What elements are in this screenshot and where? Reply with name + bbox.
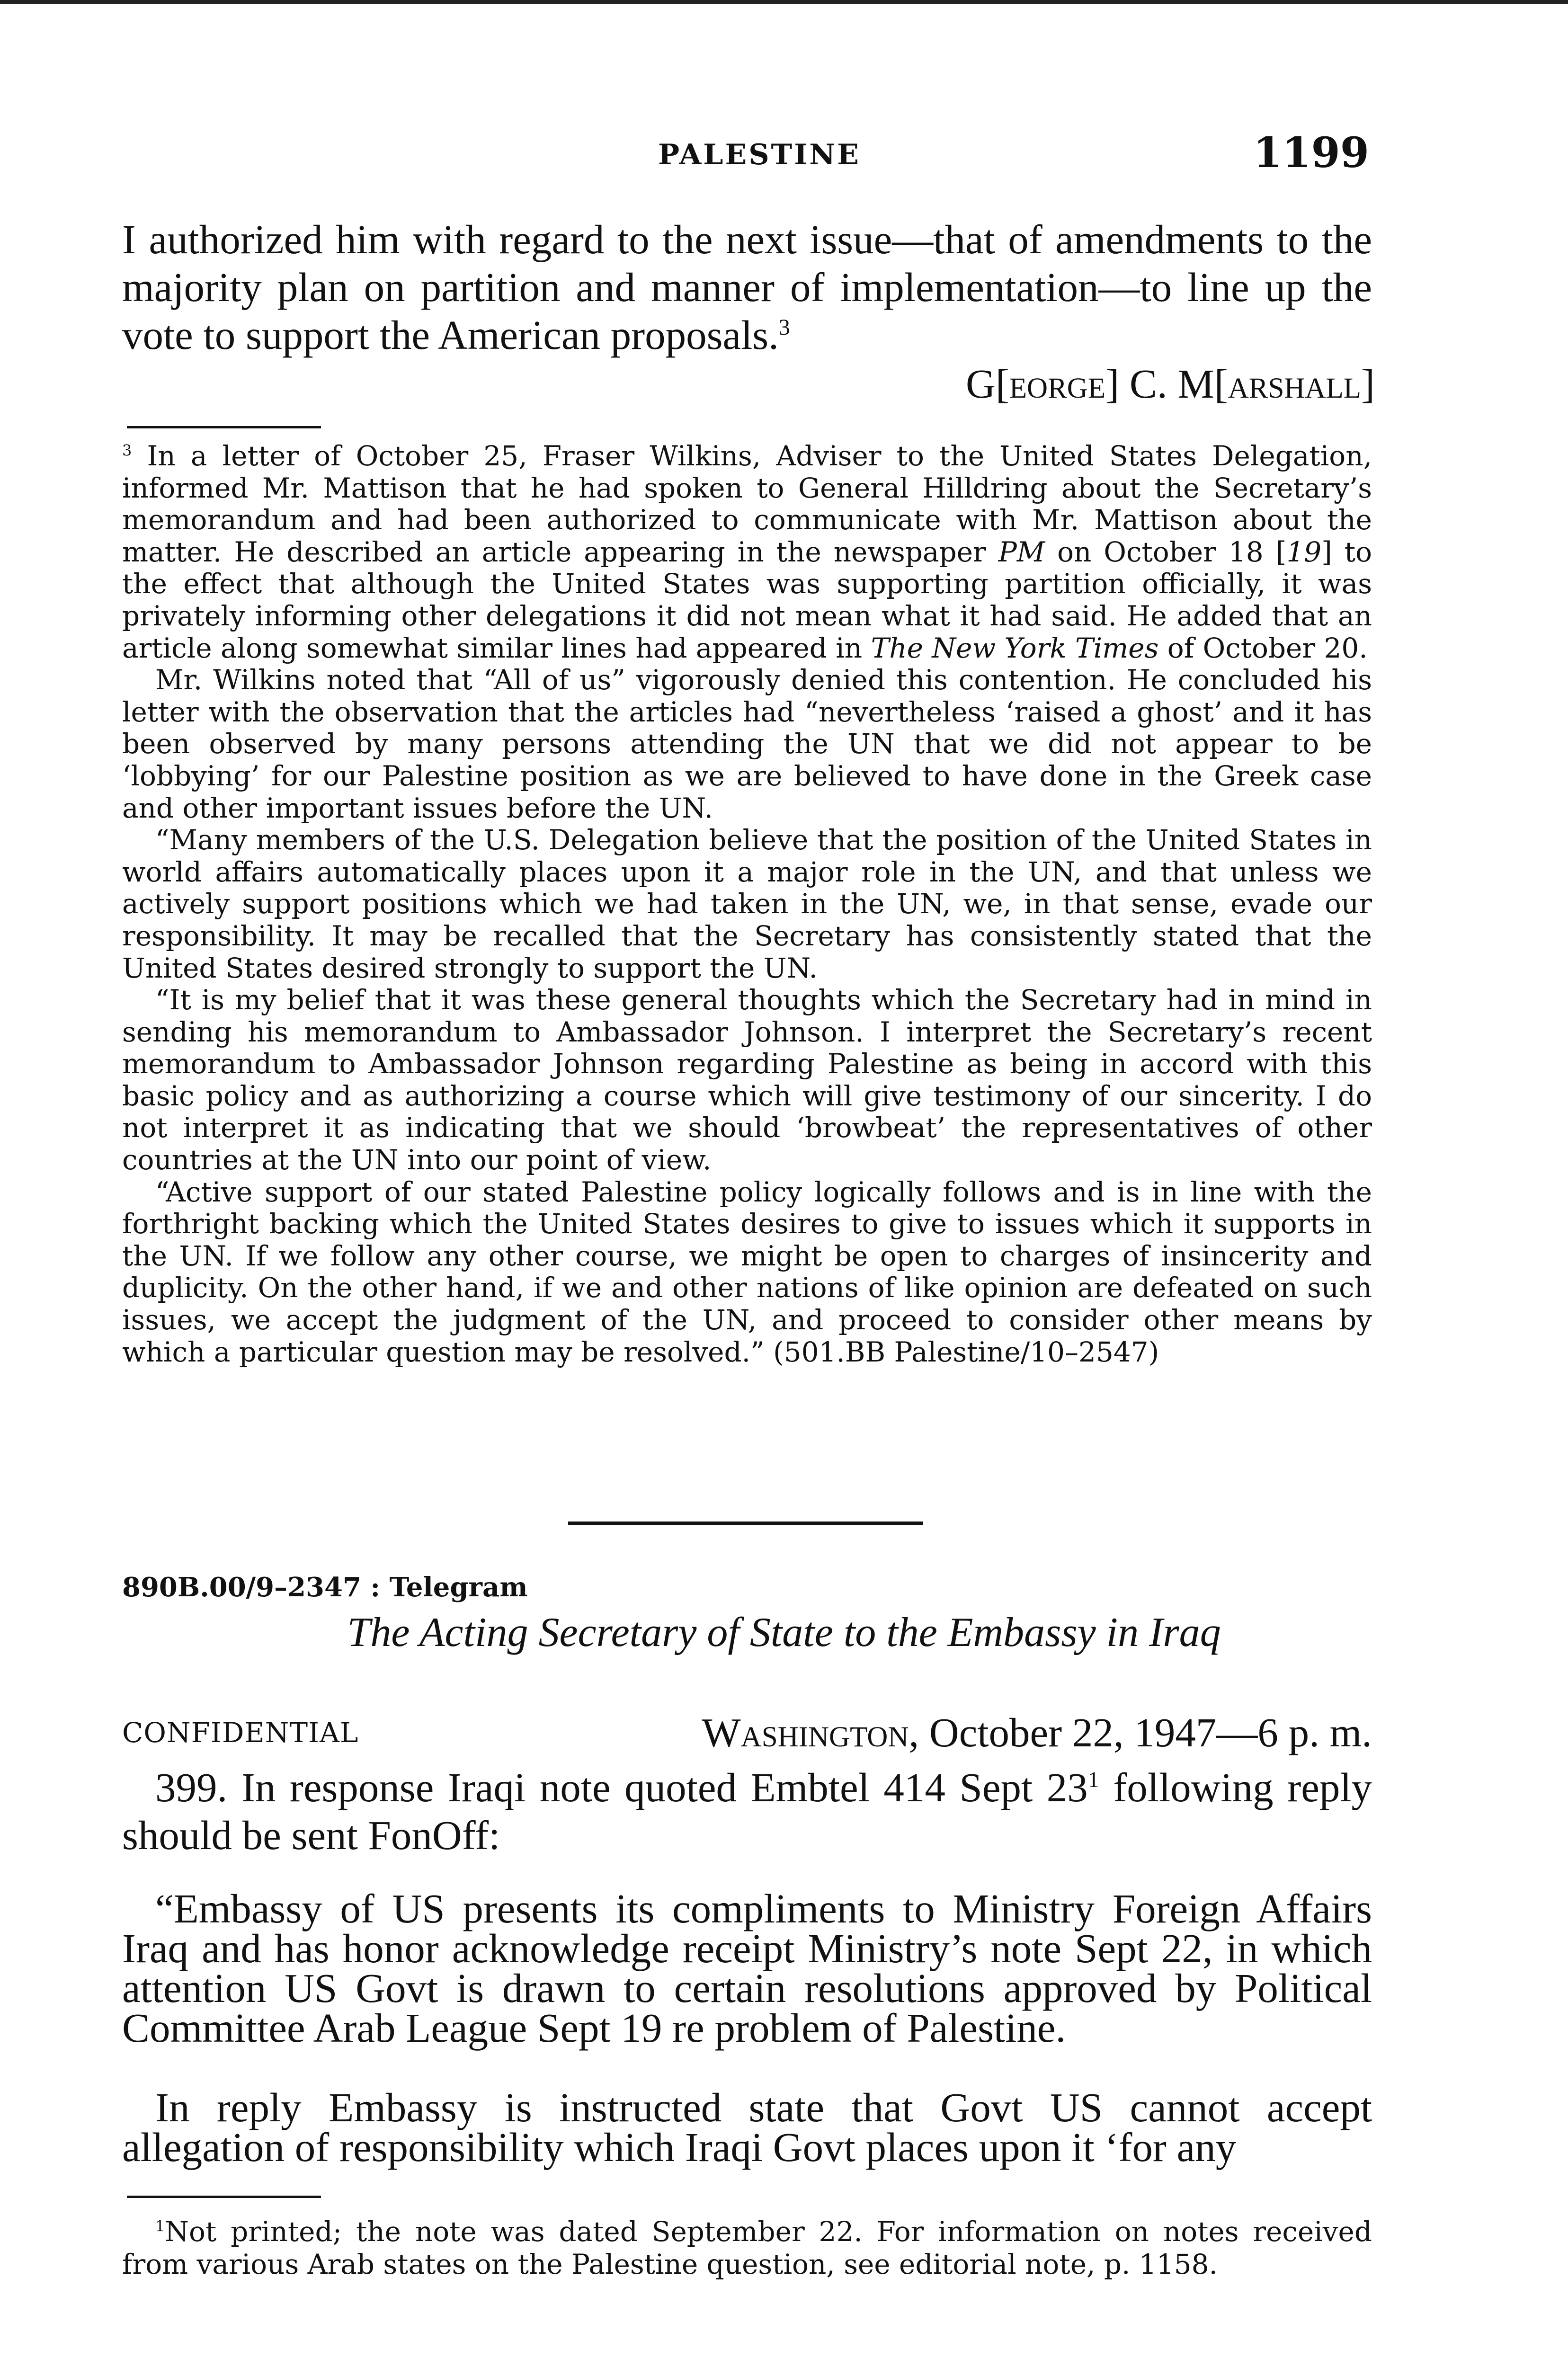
file-reference: 890B.00/9–2347 : Telegram: [122, 1572, 528, 1603]
footnote-marker: 1: [155, 2217, 165, 2235]
footnote-3-paragraph: Mr. Wilkins noted that “All of us” vigorously denied this contention. He concluded his letter with the observation that the articles had “nevertheless ‘raised a ghost’ and it has been observed by many persons attending the UN that we did not appear to be ‘lobbying’ for our Palestine position as we are believed to have done in the Greek case and other important issues before the UN.: [122, 664, 1372, 824]
footnote-3: [122, 440, 1372, 1368]
section-divider-rule: [568, 1522, 923, 1525]
classification-dateline-row: [122, 1704, 1372, 1756]
signature: [966, 360, 1375, 408]
signature-part: G[: [965, 361, 1009, 407]
footnote-reference-3: 3: [778, 315, 790, 340]
running-head: PALESTINE: [658, 138, 861, 171]
footnote-text: of October 20.: [1158, 632, 1368, 664]
dateline-date: , October 22, 1947—6 p. m.: [909, 1709, 1372, 1755]
footnote-1: [122, 2216, 1372, 2281]
telegram-paragraph-1: [122, 1763, 1372, 1859]
footnote-3-paragraph: [122, 440, 1372, 664]
signature-part: ] C. M[: [1105, 361, 1228, 407]
newspaper-title: PM: [998, 535, 1045, 568]
footnote-text: ] to the effect that although the United States was supporting partition officially, it was privately informing other delegations it did not mean what it had said. He added that an article along somewhat similar lines had appeared in: [122, 535, 1372, 664]
footnote-text: Not printed; the note was dated September 22. For information on notes received from various Arab states on the Palestine question, see editorial note, p. 1158.: [122, 2216, 1372, 2280]
footnote-3-paragraph: “It is my belief that it was these general thoughts which the Secretary had in mind in sending his memorandum to Ambassador Johnson. I interpret the Secretary’s recent memorandum to Ambassador Johnson regarding Palestine as being in accord with this basic policy and as authorizing a course which will give testimony of our sincerity. I do not interpret it as indicating that we should ‘browbeat’ the representatives of other countries at the UN into our point of view.: [122, 984, 1372, 1176]
editorial-correction: 19: [1286, 535, 1322, 568]
newspaper-title: The New York Times: [871, 632, 1159, 664]
dateline-place: Washington: [702, 1709, 909, 1755]
footnote-marker: 3: [122, 441, 132, 460]
footnote-text: In a letter of October 25, Fraser Wilkins, Adviser to the United States Delegation, informed Mr. Mattison that he had spoken to General Hilldring about the Secretary’s memorandum and had been authorized to communicate with Mr. Mattison about the matter. He described an article appearing in the newspaper: [122, 440, 1372, 568]
footnote-separator-rule: [127, 2196, 321, 2198]
signature-part: ]: [1361, 361, 1375, 407]
signature-part: eorge: [1009, 361, 1106, 407]
signature-part: arshall: [1228, 361, 1362, 407]
telegram-text: following reply should be sent FonOff:: [122, 1764, 1372, 1858]
closing-paragraph: [122, 215, 1372, 359]
closing-paragraph-text: I authorized him with regard to the next issue—that of amendments to the majority plan on partition and manner of implementation—to line up the vote to support the American proposals.: [122, 216, 1372, 358]
footnote-3-paragraph: “Active support of our stated Palestine policy logically follows and is in line with the forthright backing which the United States desires to give to issues which it supports in the UN. If we follow any other course, we might be open to charges of insincerity and duplicity. On the other hand, if we and other nations of like opinion are defeated on such issues, we accept the judgment of the UN, and proceed to consider other means by which a particular question may be resolved.” (501.BB Palestine/10–2547): [122, 1175, 1372, 1368]
telegram-paragraph-2: “Embassy of US presents its compliments to Ministry Foreign Affairs Iraq and has honor acknowledge receipt Ministry’s note Sept 22, in which attention US Govt is drawn to certain resolutions approved by Political Committee Arab League Sept 19 re problem of Palestine.: [122, 1886, 1372, 2051]
top-border-line: [0, 0, 1568, 4]
document-title: The Acting Secretary of State to the Embassy in Iraq: [347, 1610, 1221, 1655]
page-number: 1199: [1253, 128, 1369, 177]
telegram-paragraph-3: In reply Embassy is instructed state that Govt US cannot accept allegation of responsibility which Iraqi Govt places upon it ‘for any: [122, 2084, 1372, 2170]
footnote-reference-1: 1: [1087, 1767, 1099, 1792]
footnote-3-paragraph: “Many members of the U.S. Delegation believe that the position of the United States in world affairs automatically places upon it a major role in the UN, and that unless we actively support positions which we had taken in the UN, we, in that sense, evade our responsibility. It may be recalled that the Secretary has consistently stated that the United States desired strongly to support the UN.: [122, 824, 1372, 984]
footnote-separator-rule: [127, 426, 321, 428]
footnote-text: on October 18 [: [1045, 535, 1287, 568]
classification-label: CONFIDENTIAL: [122, 1717, 359, 1749]
telegram-text: 399. In response Iraqi note quoted Embtel 414 Sept 23: [155, 1764, 1088, 1810]
dateline: [702, 1709, 1372, 1756]
